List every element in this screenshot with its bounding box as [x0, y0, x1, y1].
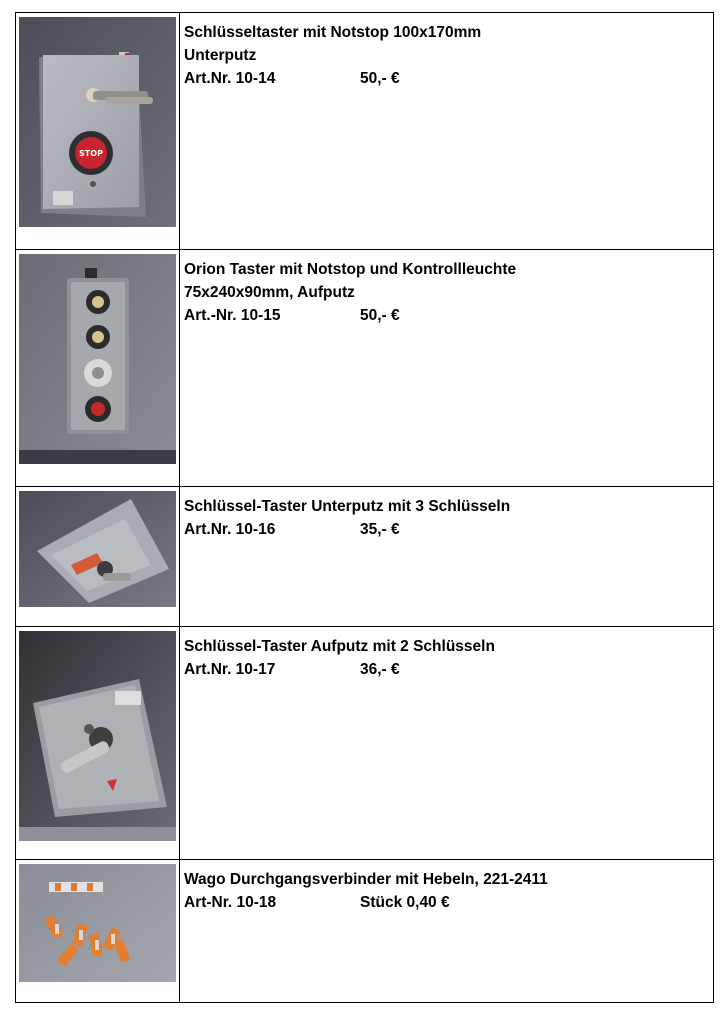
- article-number: Art-Nr. 10-18: [184, 894, 277, 911]
- wago-connector-photo: [19, 864, 176, 982]
- product-row: [16, 627, 714, 860]
- product-text-cell: [180, 250, 714, 487]
- product-text-cell: [180, 627, 714, 860]
- article-number: Art.Nr. 10-16: [184, 521, 276, 538]
- orion-switch-photo: [19, 254, 176, 464]
- price: 35,- €: [360, 521, 400, 538]
- product-row: [16, 250, 714, 487]
- product-text-cell: [180, 13, 714, 250]
- product-title: Orion Taster mit Notstop und Kontrollleuchte: [184, 261, 517, 278]
- product-title: 75x240x90mm, Aufputz: [184, 284, 355, 301]
- stop-label: STOP: [79, 149, 103, 158]
- product-table: [15, 12, 714, 1003]
- article-number: Art.Nr. 10-14: [184, 70, 276, 87]
- product-title: Schlüssel-Taster Aufputz mit 2 Schlüsseln: [184, 638, 495, 655]
- product-image-cell: [16, 487, 180, 627]
- price: Stück 0,40 €: [360, 894, 450, 911]
- price: 36,- €: [360, 661, 400, 678]
- article-number: Art.Nr. 10-17: [184, 661, 276, 678]
- price: 50,- €: [360, 307, 400, 324]
- product-image-cell: [16, 250, 180, 487]
- product-image-cell: [16, 13, 180, 250]
- product-title: Schlüsseltaster mit Notstop 100x170mm: [184, 24, 482, 41]
- product-row: [16, 860, 714, 1003]
- product-text-cell: [180, 860, 714, 1003]
- product-title: Schlüssel-Taster Unterputz mit 3 Schlüsseln: [184, 498, 511, 515]
- key-switch-stop-photo: [19, 17, 176, 227]
- key-switch-flush-photo: [19, 491, 176, 607]
- product-image-cell: [16, 627, 180, 860]
- key-switch-surface-photo: [19, 631, 176, 841]
- price: 50,- €: [360, 70, 400, 87]
- product-row: [16, 13, 714, 250]
- product-title: Unterputz: [184, 47, 257, 64]
- product-title: Wago Durchgangsverbinder mit Hebeln, 221-2411: [184, 871, 548, 888]
- article-number: Art.-Nr. 10-15: [184, 307, 281, 324]
- product-text-cell: [180, 487, 714, 627]
- product-row: [16, 487, 714, 627]
- product-image-cell: [16, 860, 180, 1003]
